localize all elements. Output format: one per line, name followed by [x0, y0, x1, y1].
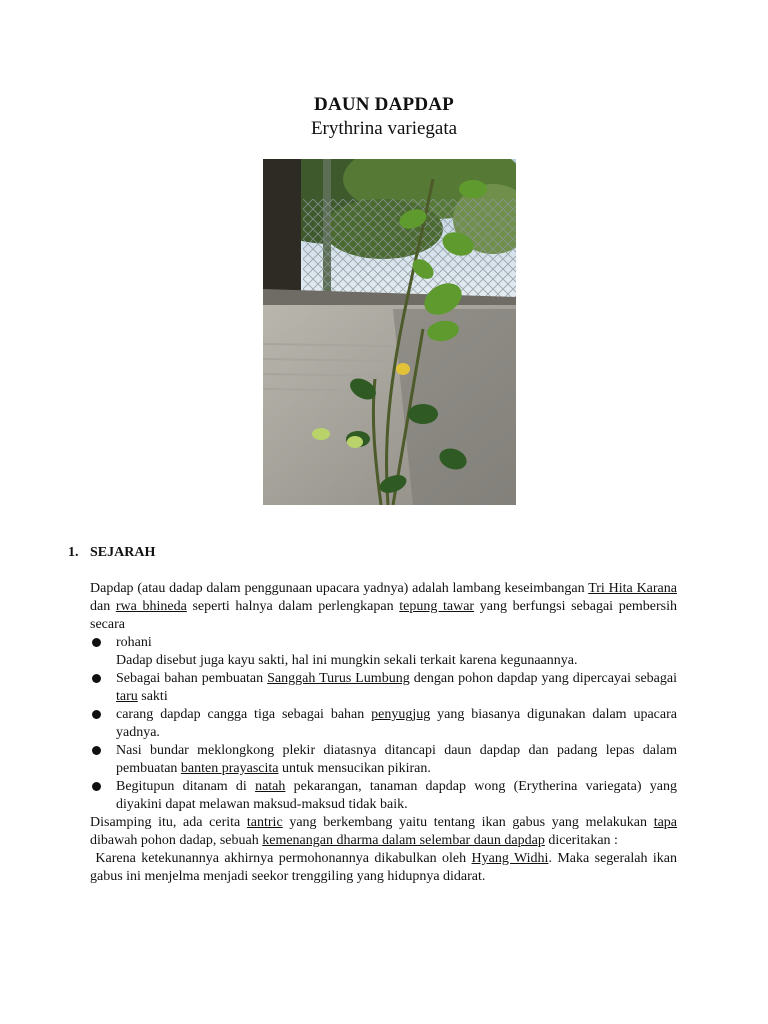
list-item — [90, 742, 677, 778]
link-kemenangan-dharma[interactable]: kemenangan dharma dalam selembar daun dapdap — [262, 833, 545, 848]
list-item — [90, 634, 677, 652]
link-banten-prayascita[interactable]: banten prayascita — [180, 761, 279, 776]
bullet-icon — [92, 782, 101, 791]
list-item-text: carang dapdap cangga tiga sebagai bahan — [116, 707, 372, 722]
bullet-icon — [92, 638, 101, 647]
bullet-list-continued — [90, 670, 677, 814]
intro-text-4: yang berfungsi sebagai pembersih secara — [90, 599, 678, 632]
link-taru[interactable]: taru — [116, 689, 138, 704]
section-title: SEJARAH — [90, 545, 156, 560]
intro-text-1: Dapdap (atau dadap dalam penggunaan upacara yadnya) adalah lambang keseimbangan — [90, 581, 589, 596]
paragraph-2 — [90, 814, 677, 850]
para3-text-1: Karena ketekunannya akhirnya permohonannya dikabulkan oleh — [90, 851, 472, 866]
bullet-icon — [92, 710, 101, 719]
list-item-text: yang biasanya digunakan dalam upacara yadnya. — [116, 707, 677, 740]
link-penyugjug[interactable]: penyugjug — [371, 707, 431, 722]
intro-text-3: seperti halnya dalam perlengkapan — [186, 599, 400, 614]
link-natah[interactable]: natah — [255, 779, 286, 794]
dapdap-plant-photo — [263, 159, 516, 505]
list-item-text: Sebagai bahan pembuatan — [116, 671, 268, 686]
section-body — [90, 580, 681, 886]
para3-text-2: . Maka segeralah ikan gabus ini menjelma menjadi seekor trenggiling yang hidupnya didarat. — [90, 851, 681, 884]
bullet-icon — [92, 674, 101, 683]
link-hyang-widhi[interactable]: Hyang Widhi — [471, 851, 549, 866]
para2-text-1: Disamping itu, ada cerita — [90, 815, 247, 830]
list-item-text: Nasi bundar meklongkong plekir diatasnya ditancapi daun dapdap dan padang lepas dalam pembuatan — [116, 743, 677, 776]
section-number: 1. — [68, 545, 79, 560]
link-tapa[interactable]: tapa — [653, 815, 678, 830]
paragraph-3 — [90, 850, 681, 886]
intro-paragraph — [90, 580, 677, 634]
list-item — [90, 706, 677, 742]
link-sanggah-turus-lumbung[interactable]: Sanggah Turus Lumbung — [267, 671, 410, 686]
list-item-text: sakti — [137, 689, 168, 704]
list-item-text: Begitupun ditanam di — [116, 779, 256, 794]
list-item-text: rohani — [116, 635, 152, 650]
bullet-icon — [92, 746, 101, 755]
intro-text-2: dan — [90, 599, 116, 614]
list-item-text: pekarangan, tanaman dapdap wong (Erytherina variegata) yang diyakini dapat melawan maksud-maksud tidak baik. — [116, 779, 677, 812]
list-item — [90, 778, 677, 814]
link-tantric[interactable]: tantric — [246, 815, 283, 830]
bullet-note: Dadap disebut juga kayu sakti, hal ini mungkin sekali terkait karena kegunaannya. — [116, 653, 578, 668]
list-item — [90, 670, 677, 706]
link-tri-hita-karana[interactable]: Tri Hita Karana — [588, 581, 677, 596]
link-tepung-tawar[interactable]: tepung tawar — [399, 599, 475, 614]
para2-text-4: diceritakan : — [544, 833, 618, 848]
para2-text-2: yang berkembang yaitu tentang ikan gabus yang melakukan — [282, 815, 654, 830]
document-title: DAUN DAPDAP — [314, 94, 454, 115]
section-heading — [68, 545, 155, 561]
bullet-list — [90, 634, 677, 652]
link-rwa-bhineda[interactable]: rwa bhineda — [115, 599, 187, 614]
para2-text-3: dibawah pohon dadap, sebuah — [90, 833, 263, 848]
document-subtitle: Erythrina variegata — [310, 118, 458, 139]
list-item-text: untuk mensucikan pikiran. — [278, 761, 431, 776]
list-item-text: dengan pohon dapdap yang dipercayai sebagai — [409, 671, 677, 686]
